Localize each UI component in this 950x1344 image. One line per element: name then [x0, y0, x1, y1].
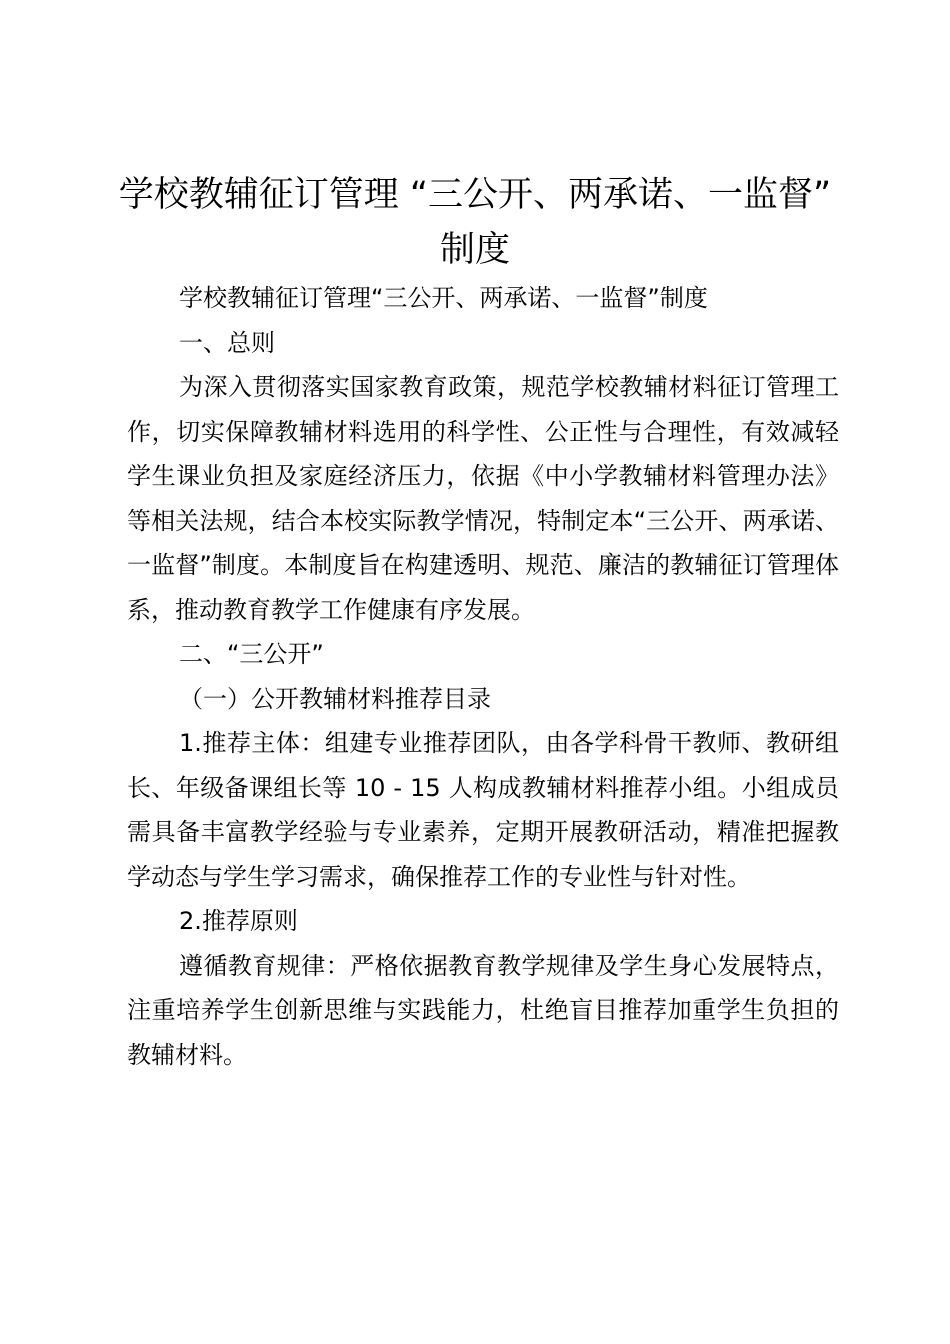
recommend-subject-paragraph: 1.推荐主体：组建专业推荐团队，由各学科骨干教师、教研组长、年级备课组长等 10 - 15 人构成教辅材料推荐小组。小组成员需具备丰富教学经验与专业素养，定期开展教研活动，精准把握教学动态与学生学习需求，确保推荐工作的专业性与针对性。 [127, 729, 839, 891]
document-body [127, 276, 839, 1077]
education-law-paragraph: 遵循教育规律：严格依据教育教学规律及学生身心发展特点，注重培养学生创新思维与实践能力，杜绝盲目推荐加重学生负担的教辅材料。 [127, 951, 839, 1069]
document-title: 学校教辅征订管理 “三公开、两承诺、一监督” 制度 [118, 175, 832, 270]
section-heading-three-public: 二、“三公开” [179, 640, 324, 668]
section-heading-general: 一、总则 [179, 328, 275, 357]
subsection-heading-catalog: （一）公开教辅材料推荐目录 [179, 684, 491, 713]
subtitle-paragraph: 学校教辅征订管理“三公开、两承诺、一监督”制度 [179, 284, 708, 312]
recommend-principle-heading: 2.推荐原则 [179, 907, 298, 935]
general-paragraph: 为深入贯彻落实国家教育政策，规范学校教辅材料征订管理工作，切实保障教辅材料选用的科学性、公正性与合理性，有效减轻学生课业负担及家庭经济压力，依据《中小学教辅材料管理办法》等相关法规，结合本校实际教学情况，特制定本“三公开、两承诺、一监督”制度。本制度旨在构建透明、规范、廉洁的教辅征订管理体系，推动教育教学工作健康有序发展。 [127, 373, 839, 624]
